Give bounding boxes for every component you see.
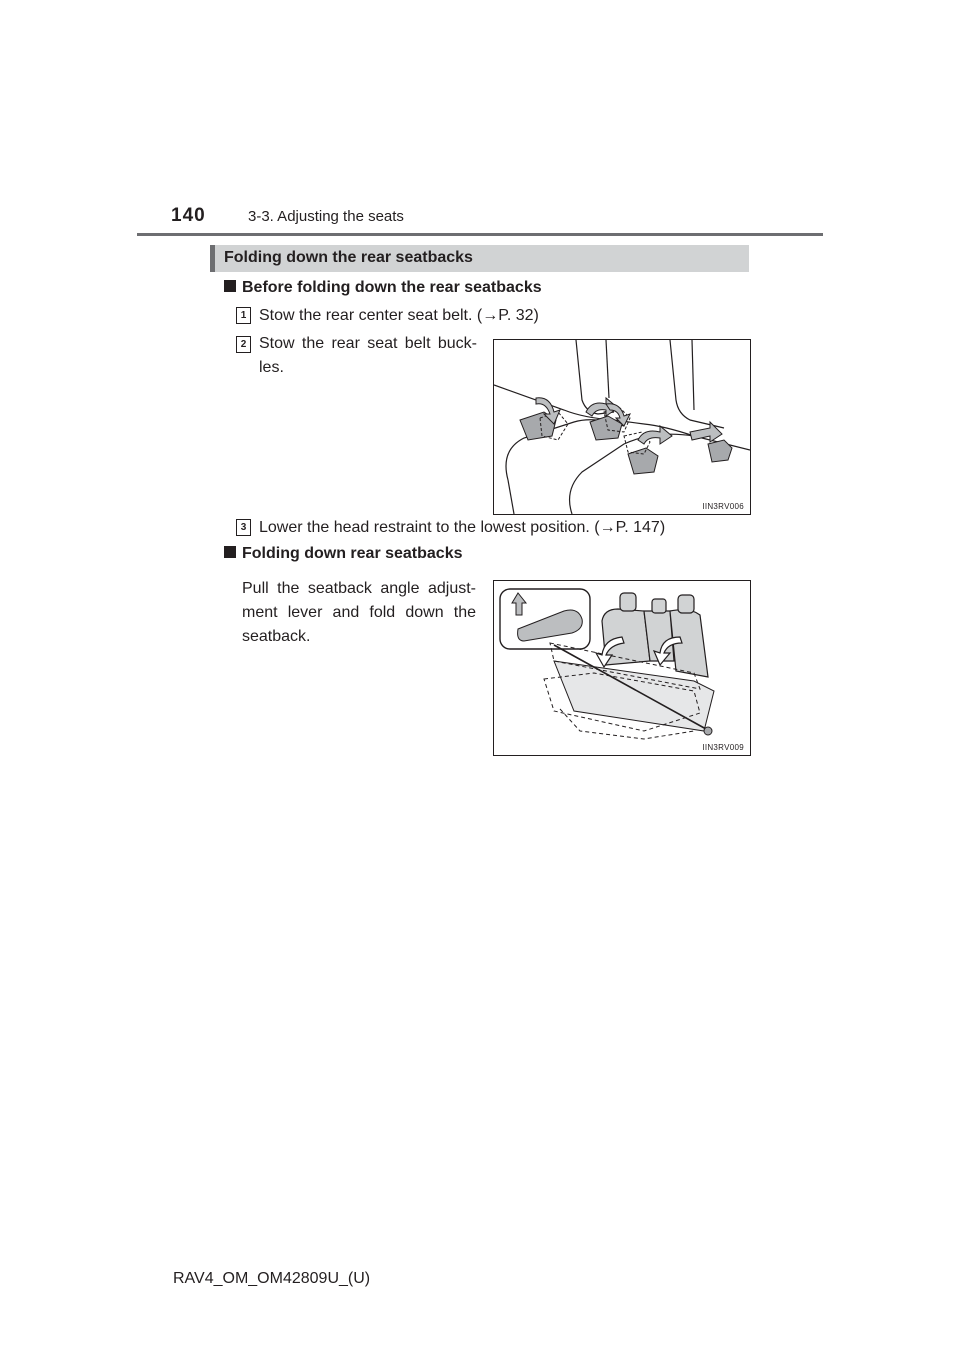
section-heading-text: Folding down the rear seatbacks (224, 249, 473, 266)
square-bullet-icon (224, 280, 236, 292)
step-number-2: 2 (236, 336, 251, 353)
section-heading (210, 245, 749, 272)
square-bullet-icon (224, 546, 236, 558)
figure-code: IIN3RV006 (702, 502, 744, 511)
figure-folding-seatbacks (493, 580, 751, 756)
subheading-text: Folding down rear seatbacks (242, 545, 463, 562)
subheading-folding-down (224, 545, 463, 563)
page-number: 140 (171, 205, 206, 226)
figure-seat-belt-buckles (493, 339, 751, 515)
step-2-text: Stow the rear seat belt buck-les. (259, 335, 477, 376)
subheading-text: Before folding down the rear seatbacks (242, 279, 542, 296)
subheading-before-folding (224, 279, 542, 297)
folding-instructions-text: Pull the seatback angle adjust-ment lever and fold down the seatback. (242, 580, 476, 645)
step-1-text: Stow the rear center seat belt. (→P. 32) (259, 307, 539, 324)
folding-seatbacks-illustration (494, 581, 750, 755)
section-title: 3-3. Adjusting the seats (248, 208, 404, 225)
step-3-text: Lower the head restraint to the lowest position. (→P. 147) (259, 519, 666, 536)
step-number-1: 1 (236, 307, 251, 324)
seat-belt-buckles-illustration (494, 340, 750, 514)
step-number-3: 3 (236, 519, 251, 536)
figure-code: IIN3RV009 (702, 743, 744, 752)
header-rule (137, 233, 823, 236)
document-code: RAV4_OM_OM42809U_(U) (173, 1270, 371, 1287)
